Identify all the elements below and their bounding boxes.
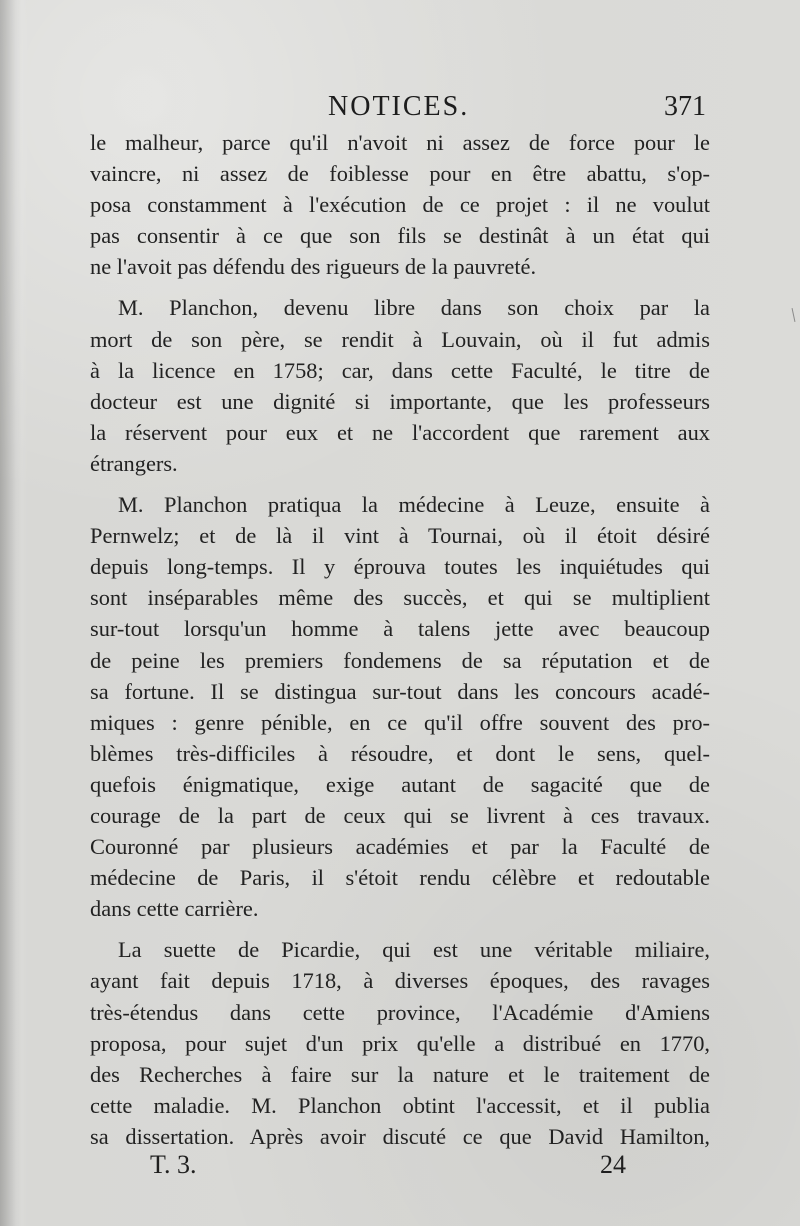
margin-mark	[792, 308, 796, 322]
text-line: vaincre, ni assez de foiblesse pour en être abattu, s'op-	[90, 161, 710, 187]
page-footer	[150, 1150, 650, 1184]
text-line: de peine les premiers fondemens de sa réputation et de	[90, 647, 710, 673]
text-line: sa fortune. Il se distingua sur-tout dans les concours acadé-	[90, 678, 710, 704]
paragraph-gap	[90, 924, 710, 934]
text-line: cette maladie. M. Planchon obtint l'accessit, et il publia	[90, 1092, 710, 1118]
printer-signature: T. 3.	[150, 1150, 197, 1179]
text-line: blèmes très-difficiles à résoudre, et dont le sens, quel-	[90, 740, 710, 766]
paragraph-3	[90, 489, 710, 924]
text-line: Pernwelz; et de là il vint à Tournai, où il étoit désiré	[90, 523, 710, 549]
text-line: très-étendus dans cette province, l'Académie d'Amiens	[90, 999, 710, 1025]
text-line: dans cette carrière.	[90, 896, 259, 922]
paragraph-1	[90, 127, 710, 282]
text-line: sont inséparables même des succès, et qui se multiplient	[90, 585, 710, 611]
text-line: le malheur, parce qu'il n'avoit ni assez de force pour le	[90, 130, 710, 155]
paragraph-2	[90, 292, 710, 479]
text-line: quefois énigmatique, exige autant de sagacité que de	[90, 771, 710, 797]
text-line: docteur est une dignité si importante, que les professeurs	[90, 388, 710, 414]
binding-shadow	[0, 0, 22, 1226]
text-line: la réservent pour eux et ne l'accordent que rarement aux	[90, 419, 710, 445]
main-text	[90, 127, 710, 1159]
text-line: des Recherches à faire sur la nature et le traitement de	[90, 1061, 710, 1087]
text-line: sa dissertation. Après avoir discuté ce que David Hamilton,	[90, 1123, 710, 1149]
text-line: pas consentir à ce que son fils se destinât à un état qui	[90, 223, 710, 249]
text-line: à la licence en 1758; car, dans cette Faculté, le titre de	[90, 357, 710, 383]
text-line: proposa, pour sujet d'un prix qu'elle a distribué en 1770,	[90, 1030, 710, 1056]
paragraph-gap	[90, 282, 710, 292]
text-line: M. Planchon, devenu libre dans son choix par la	[118, 295, 710, 321]
page-number: 371	[664, 91, 706, 122]
text-line: posa constamment à l'exécution de ce projet : il ne voulut	[90, 192, 710, 218]
text-line: depuis long-temps. Il y éprouva toutes les inquiétudes qui	[90, 554, 710, 580]
text-line: ne l'avoit pas défendu des rigueurs de la pauvreté.	[90, 254, 537, 280]
text-line: sur-tout lorsqu'un homme à talens jette avec beaucoup	[90, 616, 710, 642]
signature-number: 24	[600, 1150, 626, 1179]
paragraph-4	[90, 934, 710, 1152]
text-line: La suette de Picardie, qui est une véritable miliaire,	[118, 937, 710, 963]
text-line: ayant fait depuis 1718, à diverses époques, des ravages	[90, 968, 710, 994]
text-line: médecine de Paris, il s'étoit rendu célèbre et redoutable	[90, 865, 710, 891]
text-line: courage de la part de ceux qui se livrent à ces travaux.	[90, 802, 710, 828]
text-line: étrangers.	[90, 450, 178, 476]
text-line: mort de son père, se rendit à Louvain, où il fut admis	[90, 326, 710, 352]
page-header	[90, 91, 710, 125]
paragraph-gap	[90, 479, 710, 489]
text-line: Couronné par plusieurs académies et par la Faculté de	[90, 834, 710, 860]
running-head: NOTICES.	[328, 91, 470, 122]
text-line: miques : genre pénible, en ce qu'il offre souvent des pro-	[90, 709, 710, 735]
text-line: M. Planchon pratiqua la médecine à Leuze, ensuite à	[118, 492, 710, 518]
